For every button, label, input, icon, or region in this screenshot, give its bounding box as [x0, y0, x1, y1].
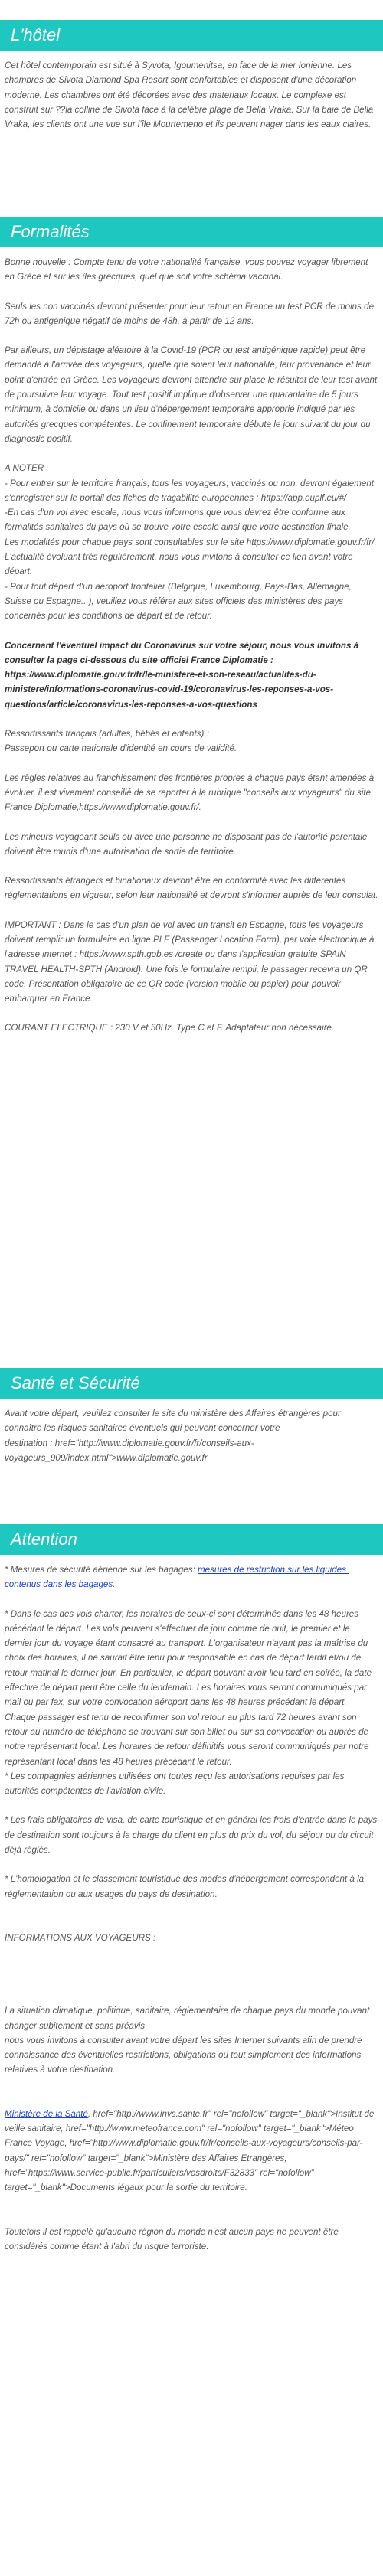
attention-security-lead: * Mesures de sécurité aérienne sur les bagages:	[5, 1565, 198, 1575]
sante-paragraph: Avant votre départ, veuillez consulter le site du ministère des Affaires étrangères pour connaître les risques sanitaires éventuels qui peuvent concerner votre destination : href="http://www.diplomatie.gouv.fr/fr/conseils-aux-voyageurs_909/index.html">www.diplomatie.gouv.fr	[5, 1409, 341, 1463]
section-hotel	[0, 20, 383, 146]
attention-paragraph: * L'homologation et le classement touristique des modes d'hébergement correspondent à la réglementation ou aux usages du pays de destination.	[5, 1874, 367, 1899]
attention-security-tail: .	[113, 1579, 116, 1590]
section-title-sante: Santé et Sécurité	[0, 1368, 383, 1399]
section-title-formalites: Formalités	[0, 217, 383, 247]
formalites-paragraph: Les mineurs voyageant seuls ou avec une personne ne disposant pas de l'autorité parentale doivent être munis d'une autorisation de sortie de territoire.	[5, 831, 370, 857]
attention-paragraph: Toutefois il est rappelé qu'aucune région du monde n'est aucun pays ne peuvent être considérés comme étant à l'abri du risque terroriste.	[5, 2226, 342, 2251]
section-body-formalites	[0, 247, 383, 1036]
section-sante	[0, 1368, 383, 1480]
section-body-attention	[0, 1555, 383, 2254]
formalites-paragraph: Ressortissants étrangers et binationaux devront être en conformité avec les différentes réglementations en vigueur, selon leur nationalité et devront s'informer auprès de leur consulat.	[5, 876, 378, 901]
ministere-sante-link[interactable]: Ministère de la Santé	[5, 2108, 88, 2119]
section-attention	[0, 1524, 383, 2268]
formalites-note: A NOTER - Pour entrer sur le territoire français, tous les voyageurs, vaccinés ou non, devront également s'enregistrer sur le portail des fiches de traçabilité européennes : https://app.euplf.eu/#/ -En cas d'un vol avec escale, nous vous informons que vous devrez être conforme aux formalités sanitaires du pays où se trouve votre escale ainsi que votre destination finale. Les modalités pour chaque pays sont consultables sur le site https://www.diplomatie.gouv.fr/fr/. L'actualité évoluant très régulièrement, nous vous invitons à consulter ce lien avant votre départ. - Pour tout départ d'un aéroport frontalier (Belgique, Luxembourg, Pays-Bas, Allemagne, Suisse ou Espagne...), veuillez vous référer aux sites officiels des ministères des pays concernés pour les conditions de départ et de retour.	[5, 463, 377, 622]
attention-paragraph: * Dans le cas des vols charter, les horaires de ceux-ci sont déterminés dans les 48 heures précédant le départ. Les vols peuvent s'effectuer de jour comme de nuit, le premier et le dernier jour du voyage étant consacré au transport. L'organisateur n'ayant pas la maîtrise du choix des horaires, il ne saurait être tenu pour responsable en cas de départ tardif et/ou de retour matinal le dernier jour. En particulier, le départ pouvant avoir lieu tard en soirée, la date effective de départ peut être celle du lendemain. Les horaires vous seront communiqués par mail ou par fax, sur votre convocation aéroport dans les 48 heures précédant le départ. Chaque passager est tenu de reconfirmer son vol retour au plus tard 72 heures avant son retour au numéro de téléphone se trouvant sur son billet ou sur sa convocation ou auprès de notre représentant local. Les horaires de retour définitifs vous seront communiqués par notre représentant local dans les 48 heures précédant le retour. * Les compagnies aériennes utilisées ont toutes reçu les autorisations requises par les autorités compétentes de l'aviation civile.	[5, 1608, 372, 1797]
attention-paragraph: * Les frais obligatoires de visa, de carte touristique et en général les frais d'entrée dans le pays de destination sont toujours à la charge du client en plus du prix du vol, du séjour ou du circuit déjà réglés.	[5, 1815, 380, 1856]
section-formalites	[0, 217, 383, 1050]
formalites-paragraph: Les règles relatives au franchissement des frontières propres à chaque pays étant amenées à évoluer, il est vivement conseillé de se reporter à la rubrique "conseils aux voyageurs" du site France Diplomatie,https://www.diplomatie.gouv.fr/.	[5, 772, 377, 813]
important-label: IMPORTANT :	[5, 919, 61, 930]
formalites-paragraph: Seuls les non vaccinés devront présenter pour leur retour en France un test PCR de moins de 72h ou antigénique négatif de moins de 48h, à partir de 12 ans.	[5, 301, 377, 326]
attention-info-heading: INFORMATIONS AUX VOYAGEURS :	[5, 1932, 156, 1943]
section-body-sante	[0, 1399, 383, 1465]
formalites-paragraph: Par ailleurs, un dépistage aléatoire à la Covid-19 (PCR ou test antigénique rapide) peut être demandé à l'arrivée des voyageurs, quelle que soient leur nationalité, leur provenance et leur point d'entrée en Grèce. Les voyageurs devront attendre sur place le résultat de leur test avant de poursuivre leur voyage. Tout test positif implique d'observer une quarantaine de 5 jours minimum, à domicile ou dans un lieu d'hébergement temporaire approprié indiqué par les autorités grecques compétentes. Le confinement temporaire débute le jour suivant du jour du diagnostic positif.	[5, 345, 380, 444]
section-title-hotel: L'hôtel	[0, 20, 383, 51]
important-text: Dans le cas d'un plan de vol avec un transit en Espagne, tous les voyageurs doivent remplir un formulaire en ligne PLF (Passenger Location Form), par voie électronique à l'adresse internet : https://www.spth.gob.es /create ou dans l'application gratuite SPAIN TRAVEL HEALTH-SPTH (Android). Une fois le formulaire rempli, le passager recevra un QR code. Présentation obligatoire de ce QR code (version mobile ou papier) pour pouvoir embarquer en France.	[5, 919, 377, 1004]
formalites-electric: COURANT ELECTRIQUE : 230 V et 50Hz. Type C et F. Adaptateur non nécessaire.	[5, 1023, 335, 1033]
attention-links-text: , href="http://www.invs.sante.fr" rel="nofollow" target="_blank">Institut de veille sanitaire, href="http://www.meteofrance.com" rel="nofollow" target="_blank">Méteo France Voyage, href="http://www.diplomatie.gouv.fr/fr/conseils-aux-voyageurs/conseils-par-pays/" rel="nofollow" target="_blank">Ministère des Affaires Etrangères, href="https://www.service-public.fr/particuliers/vosdroits/F32833" rel="nofollow" target="_blank">Documents légaux pour la sortie du territoire.	[5, 2108, 377, 2193]
attention-security	[5, 1562, 378, 1592]
section-body-hotel	[0, 51, 383, 132]
formalites-paragraph: Bonne nouvelle : Compte tenu de votre nationalité française, vous pouvez voyager librement en Grèce et sur les îles grecques, quel que soit votre schéma vaccinal.	[5, 257, 371, 282]
hotel-description: Cet hôtel contemporain est situé à Syvota, Igoumenitsa, en face de la mer Ionienne. Les chambres de Sivota Diamond Spa Resort sont confortables et disposent d'une décoration moderne. Les chambres ont été décorées avec des materiaux locaux. Le complexe est construit sur ??la colline de Sivota face à la célèbre plage de Bella Vraka. Sur la baie de Bella Vraka, les clients ont une vue sur l'île Mourtemeno et ils peuvent nager dans les eaux claires.	[5, 60, 376, 130]
formalites-coronavirus-notice: Concernant l'éventuel impact du Coronavirus sur votre séjour, nous vous invitons à consulter la page ci-dessous du site officiel France Diplomatie : https://www.diplomatie.gouv.fr/fr/le-ministere-et-son-reseau/actualites-du-ministere/informations-coronavirus-covid-19/coronavirus-les-reponses-a-vos-questions/article/coronavirus-les-reponses-a-vos-questions	[5, 640, 362, 710]
formalites-paragraph: Ressortissants français (adultes, bébés et enfants) : Passeport ou carte nationale d'identité en cours de validité.	[5, 729, 237, 754]
attention-links	[5, 2107, 378, 2196]
liquids-restriction-link[interactable]: mesures de restriction sur les liquides contenus dans les bagages	[5, 1565, 349, 1590]
attention-paragraph: La situation climatique, politique, sanitaire, réglementaire de chaque pays du monde pouvant changer subitement et sans préavis nous vous invitons à consulter avant votre départ les sites Internet suivants afin de prendre connaissance des éventuelles restrictions, obligations ou tout simplement des informations relatives à votre destination.	[5, 2006, 370, 2075]
section-title-attention: Attention	[0, 1524, 383, 1555]
formalites-important	[5, 918, 378, 1007]
